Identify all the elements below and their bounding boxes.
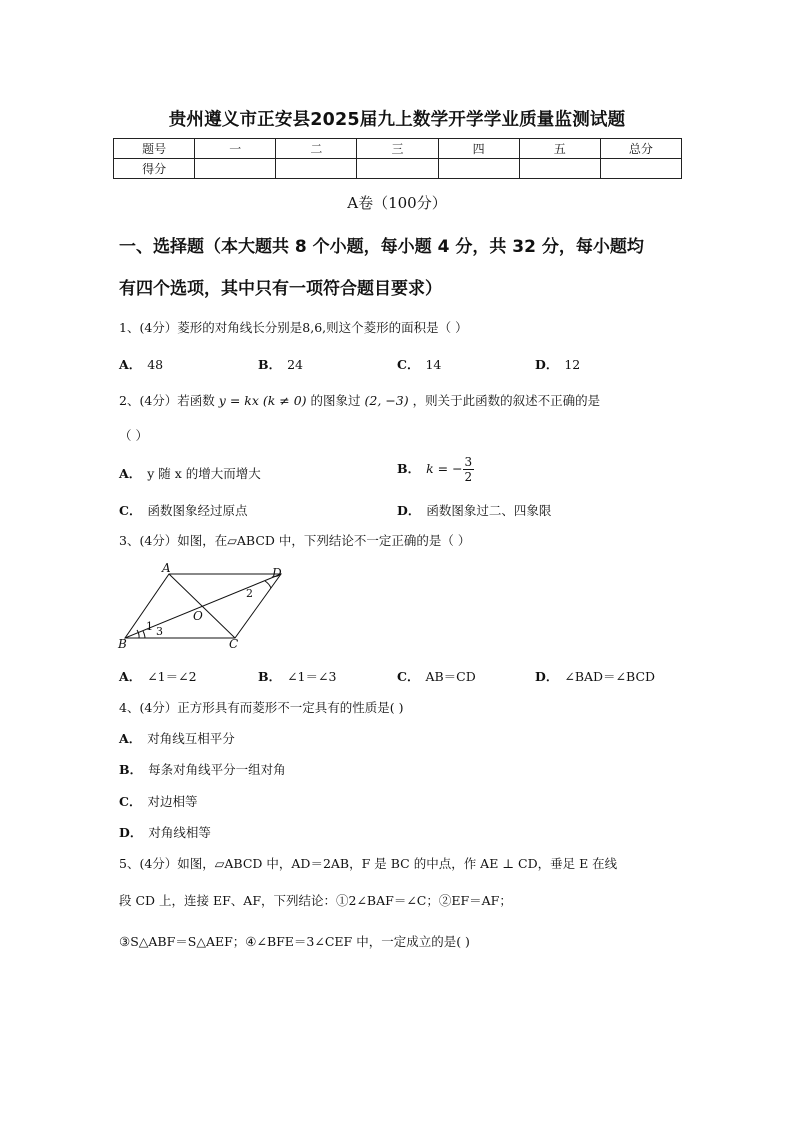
question-4-option-a[interactable] bbox=[119, 729, 235, 747]
score-cell[interactable] bbox=[600, 159, 681, 179]
fraction-denominator: 2 bbox=[464, 470, 473, 484]
vertex-label-b: B bbox=[118, 637, 127, 651]
option-label: C． bbox=[397, 669, 420, 684]
fraction bbox=[463, 455, 475, 484]
option-text: 对角线相等 bbox=[148, 825, 211, 840]
option-text: y 随 x 的增大而增大 bbox=[147, 466, 261, 481]
option-text: 12 bbox=[564, 357, 581, 372]
angle-label-1: 1 bbox=[146, 620, 153, 633]
option-text: ∠1＝∠2 bbox=[147, 669, 197, 684]
question-3-option-c[interactable] bbox=[397, 667, 476, 685]
center-label-o: O bbox=[193, 609, 203, 623]
score-header-cell: 四 bbox=[438, 139, 519, 159]
vertex-label-c: C bbox=[229, 637, 239, 651]
part-one-title-line2: 有四个选项，其中只有一项符合题目要求） bbox=[119, 279, 442, 299]
option-text: 对角线互相平分 bbox=[147, 731, 235, 746]
question-2-option-c[interactable] bbox=[119, 501, 247, 519]
option-label: A． bbox=[119, 669, 142, 684]
option-label: C． bbox=[119, 503, 142, 518]
option-label: A． bbox=[119, 731, 142, 746]
section-heading: A卷（100分） bbox=[347, 194, 447, 212]
question-3-option-a[interactable] bbox=[119, 667, 197, 685]
option-label: C． bbox=[397, 357, 420, 372]
question-1-option-c[interactable] bbox=[397, 355, 441, 373]
stem-text: ，则关于此函数的叙述不正确的是 bbox=[412, 393, 601, 408]
score-cell[interactable] bbox=[357, 159, 438, 179]
option-label: D． bbox=[397, 503, 421, 518]
option-label: C． bbox=[119, 794, 142, 809]
option-text: ∠1＝∠3 bbox=[287, 669, 337, 684]
option-label: B． bbox=[258, 669, 282, 684]
question-3-option-d[interactable] bbox=[535, 667, 655, 685]
question-3-option-b[interactable] bbox=[258, 667, 336, 685]
option-label: B． bbox=[397, 461, 421, 476]
option-text: 函数图象经过原点 bbox=[147, 503, 248, 518]
option-label: D． bbox=[535, 669, 559, 684]
score-header-cell: 三 bbox=[357, 139, 438, 159]
question-3-stem: 3、(4分）如图，在▱ABCD 中，下列结论不一定正确的是（ ） bbox=[119, 533, 471, 548]
question-4-option-c[interactable] bbox=[119, 792, 197, 810]
option-text: 每条对角线平分一组对角 bbox=[148, 762, 286, 777]
option-label: A． bbox=[119, 357, 142, 372]
vertex-label-a: A bbox=[162, 561, 171, 575]
question-2-option-d[interactable] bbox=[397, 501, 551, 519]
score-cell[interactable] bbox=[519, 159, 600, 179]
score-cell[interactable] bbox=[276, 159, 357, 179]
question-1-stem: 1、(4分）菱形的对角线长分别是8,6,则这个菱形的面积是（ ） bbox=[119, 320, 468, 335]
question-5-stem-line3: ③S△ABF＝S△AEF；④∠BFE＝3∠CEF 中，一定成立的是( ) bbox=[119, 934, 470, 949]
fraction-numerator: 3 bbox=[464, 455, 473, 469]
question-4-option-b[interactable] bbox=[119, 760, 286, 778]
question-4-stem: 4、(4分）正方形具有而菱形不一定具有的性质是( ) bbox=[119, 700, 404, 715]
angle-label-3: 3 bbox=[156, 625, 163, 638]
option-text: k = − bbox=[426, 461, 463, 476]
stem-text: 2、(4分）若函数 bbox=[119, 393, 215, 408]
option-text: 函数图象过二、四象限 bbox=[426, 503, 552, 518]
option-label: B． bbox=[258, 357, 282, 372]
angle-arc-2 bbox=[265, 581, 271, 588]
question-1-option-d[interactable] bbox=[535, 355, 580, 373]
angle-arc-3 bbox=[143, 631, 145, 638]
option-label: A． bbox=[119, 466, 142, 481]
parallelogram-figure bbox=[113, 560, 293, 655]
score-cell[interactable] bbox=[438, 159, 519, 179]
question-5-stem-line2: 段 CD 上，连接 EF、AF，下列结论：①2∠BAF＝∠C；②EF＝AF； bbox=[119, 893, 512, 908]
score-table-score-row bbox=[114, 159, 682, 179]
score-header-cell: 二 bbox=[276, 139, 357, 159]
question-2-stem bbox=[119, 391, 600, 409]
part-one-title-line1: 一、选择题（本大题共 8 个小题，每小题 4 分，共 32 分，每小题均 bbox=[119, 237, 644, 257]
option-text: 24 bbox=[287, 357, 303, 372]
question-1-option-b[interactable] bbox=[258, 355, 303, 373]
option-label: D． bbox=[119, 825, 143, 840]
question-2-option-b[interactable] bbox=[397, 455, 474, 484]
score-header-cell: 题号 bbox=[114, 139, 195, 159]
score-header-cell: 五 bbox=[519, 139, 600, 159]
option-text: AB＝CD bbox=[425, 669, 476, 684]
question-2-answer-bracket: （ ） bbox=[119, 428, 148, 443]
question-4-option-d[interactable] bbox=[119, 823, 211, 841]
option-text: ∠BAD＝∠BCD bbox=[564, 669, 656, 684]
score-cell[interactable] bbox=[195, 159, 276, 179]
score-table-header-row bbox=[114, 139, 682, 159]
score-header-cell: 总分 bbox=[600, 139, 681, 159]
point-coordinates: (2, −3) bbox=[364, 393, 409, 408]
stem-text: 的图象过 bbox=[310, 393, 361, 408]
function-expression: y = kx (k ≠ 0) bbox=[218, 393, 307, 408]
score-table bbox=[113, 138, 682, 179]
angle-arc-1 bbox=[137, 630, 139, 638]
angle-label-2: 2 bbox=[246, 587, 253, 600]
exam-title: 贵州遵义市正安县2025届九上数学开学学业质量监测试题 bbox=[168, 110, 626, 130]
question-2-option-a[interactable] bbox=[119, 464, 261, 482]
score-row-label: 得分 bbox=[114, 159, 195, 179]
question-1-option-a[interactable] bbox=[119, 355, 163, 373]
option-text: 对边相等 bbox=[147, 794, 198, 809]
score-header-cell: 一 bbox=[195, 139, 276, 159]
option-text: 48 bbox=[147, 357, 164, 372]
vertex-label-d: D bbox=[272, 566, 282, 580]
option-label: D． bbox=[535, 357, 559, 372]
option-label: B． bbox=[119, 762, 143, 777]
question-5-stem-line1: 5、(4分）如图，▱ABCD 中，AD＝2AB，F 是 BC 的中点，作 AE ⊥ CD，垂足 E 在线 bbox=[119, 856, 618, 871]
option-text: 14 bbox=[425, 357, 442, 372]
